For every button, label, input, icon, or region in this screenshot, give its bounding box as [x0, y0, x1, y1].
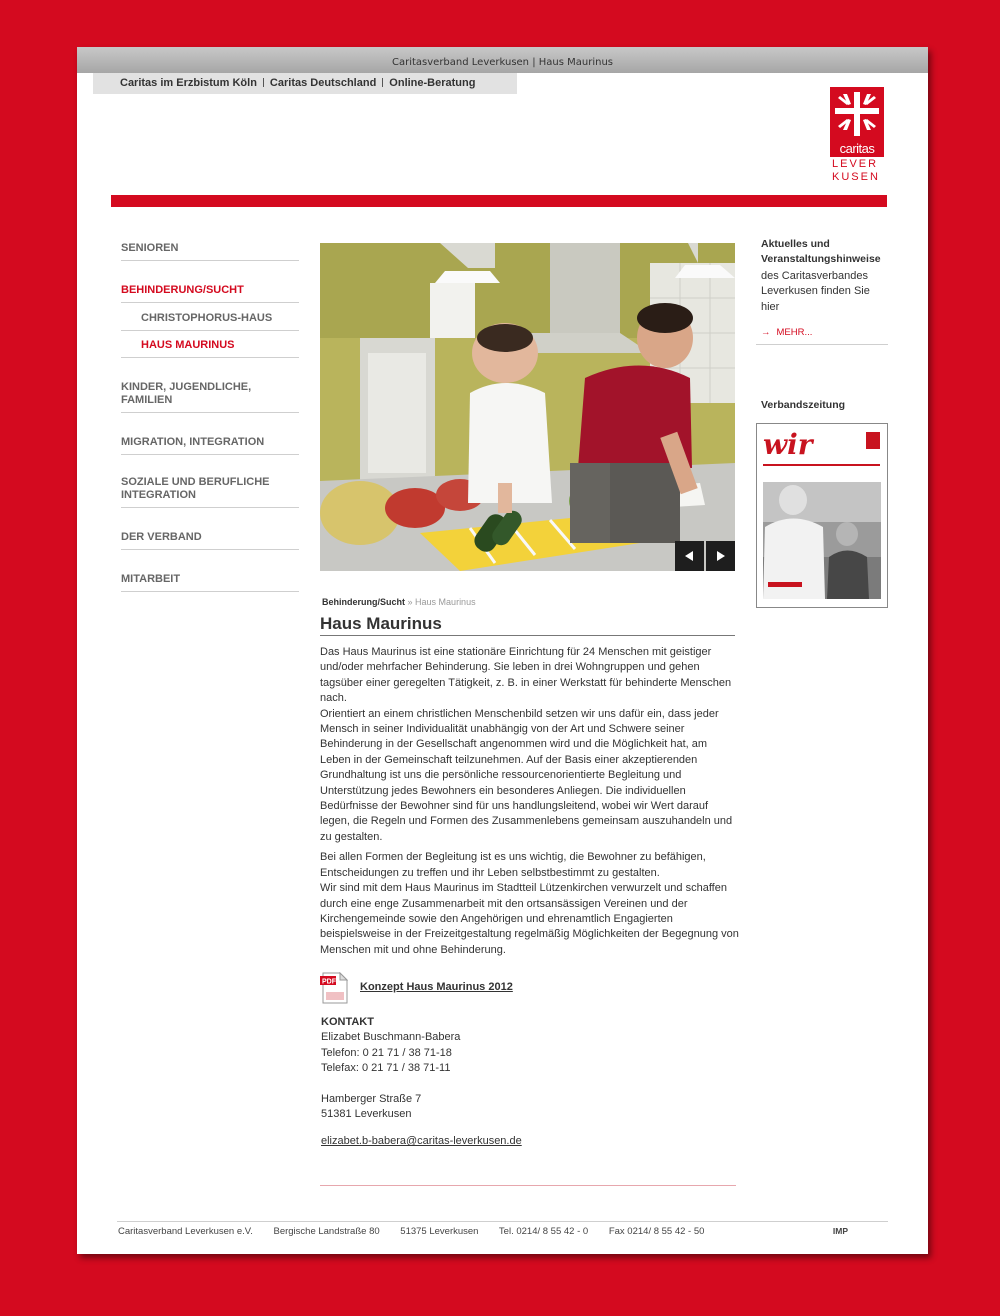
nav-item-christophorus-haus[interactable]: CHRISTOPHORUS-HAUS: [121, 303, 299, 331]
pdf-badge-text: PDF: [322, 978, 336, 986]
footer-city: 51375 Leverkusen: [400, 1226, 479, 1237]
caritas-logo-mark: [830, 87, 884, 157]
breadcrumb-current: Haus Maurinus: [415, 597, 476, 607]
triangle-left-icon: [675, 541, 704, 571]
footer: [118, 1226, 888, 1237]
breadcrumb-link-behinderung-sucht[interactable]: Behinderung/Sucht: [322, 597, 405, 607]
topnav-link-caritas-koeln[interactable]: Caritas im Erzbistum Köln: [120, 77, 257, 89]
footer-fax: Fax 0214/ 8 55 42 - 50: [608, 1226, 705, 1237]
article-paragraph-1: Das Haus Maurinus ist eine stationäre Einrichtung für 24 Menschen mit geistiger und/oder mehrfacher Behinderung. Sie leben in drei Wohngruppen und gehen tagsüber einer geregelten Tätigkeit, z. B. in einer Werkstatt für behinderte Menschen nach. Orientiert an einem christlichen Menschenbild setzen wir uns dafür ein, dass jeder Mensch in seiner Individualität unabhängig von der Art und Schwere seiner Behinderung in der Gesellschaft angenommen wird und die Möglichkeit hat, am Leben in der Gemeinschaft teilzunehmen. Auf der Basis einer akzeptierenden Grundhaltung ist uns die persönliche ressourcenorientierte Begleitung und Unterstützung jedes Bewohners ein besonderes Anliegen. Die individuellen Bedürfnisse der Bewohner sind für uns handlungsleitend, wobei wir Wert darauf legen, die Regeln und Formen des Zusammenlebens gemeinsam auszuhandeln und zu gestalten.: [320, 646, 733, 843]
image-slider: [320, 243, 735, 571]
window-title-bar: [77, 47, 928, 73]
nav-item-senioren[interactable]: SENIOREN: [121, 237, 299, 261]
slider-next-button[interactable]: [706, 541, 735, 571]
pdf-file-icon: [320, 972, 348, 1004]
contact-city: 51381 Leverkusen: [321, 1108, 412, 1121]
footer-phone: Tel. 0214/ 8 55 42 - 0: [498, 1226, 589, 1237]
topnav-link-caritas-deutschland[interactable]: Caritas Deutschland: [269, 77, 377, 89]
kitchen-photo: [320, 243, 735, 571]
arrow-right-icon: →: [761, 327, 771, 339]
slider-controls: [675, 541, 735, 571]
magazine-logo-icon: [866, 432, 880, 449]
nav-item-kinder-jugendliche-familien[interactable]: KINDER, JUGENDLICHE, FAMILIEN: [121, 376, 299, 413]
footer-street: Bergische Landstraße 80: [273, 1226, 380, 1237]
footer-imprint-link[interactable]: IMP: [832, 1226, 848, 1236]
contact-spacer: [321, 1077, 522, 1092]
content-divider: [320, 1185, 736, 1186]
contact-fax: Telefax: 0 21 71 / 38 71-11: [321, 1062, 451, 1075]
page-container: [77, 47, 928, 1254]
magazine-title: Verbandszeitung: [761, 399, 846, 411]
nav-item-migration-integration[interactable]: MIGRATION, INTEGRATION: [121, 431, 299, 455]
sidebar-navigation: [121, 237, 299, 592]
topnav-link-online-beratung[interactable]: Online-Beratung: [389, 77, 476, 89]
nav-item-der-verband[interactable]: DER VERBAND: [121, 526, 299, 550]
slider-prev-button[interactable]: [675, 541, 704, 571]
news-text: des Caritasverbandes Leverkusen finden Sie hier: [761, 269, 870, 313]
contact-name: Elizabet Buschmann-Babera: [321, 1031, 461, 1044]
footer-divider: [117, 1221, 888, 1222]
caritas-logo-word: caritas: [839, 141, 875, 156]
magazine-rule: [763, 464, 880, 466]
breadcrumb-separator: »: [407, 597, 413, 607]
logo-city-line-1: LEVER: [832, 158, 879, 170]
magazine-cover[interactable]: [756, 423, 888, 608]
pdf-download-link[interactable]: Konzept Haus Maurinus 2012: [360, 981, 513, 993]
nav-item-mitarbeit[interactable]: MITARBEIT: [121, 568, 299, 592]
news-more-link[interactable]: [756, 323, 888, 345]
topnav-separator: [263, 78, 264, 87]
caritas-logo[interactable]: [830, 87, 884, 187]
nav-item-behinderung-sucht[interactable]: BEHINDERUNG/SUCHT: [121, 279, 299, 303]
news-title: Aktuelles und Veranstaltungshinweise: [761, 238, 881, 266]
news-more-label: MEHR...: [776, 327, 813, 339]
window-title: Caritasverband Leverkusen | Haus Maurinus: [391, 57, 613, 68]
nav-item-soziale-berufliche-integration[interactable]: SOZIALE UND BERUFLICHE INTEGRATION: [121, 471, 299, 508]
topnav-separator: [382, 78, 383, 87]
top-navigation: [93, 73, 517, 94]
contact-heading: KONTAKT: [321, 1016, 374, 1028]
contact-email-link[interactable]: elizabet.b-babera@caritas-leverkusen.de: [321, 1135, 522, 1148]
contact-phone: Telefon: 0 21 71 / 38 71-18: [321, 1046, 452, 1059]
magazine-photo-image: [763, 482, 881, 599]
contact-street: Hamberger Straße 7: [321, 1092, 422, 1105]
nav-item-haus-maurinus[interactable]: HAUS MAURINUS: [121, 331, 299, 358]
triangle-right-icon: [706, 541, 735, 571]
article-paragraph-2: Bei allen Formen der Begleitung ist es uns wichtig, die Bewohner zu befähigen, Entscheidungen zu treffen und ihr Leben selbstbestimmt zu gestalten. Wir sind mit dem Haus Maurinus im Stadtteil Lützenkirchen verwurzelt und schaffen durch eine enge Zusammenarbeit mit den ortsansässigen Vereinen und der Kirchengemeinde sowie den Angehörigen und ehrenamtlich Engagierten beispielsweise in der Freizeitgestaltung regelmäßig Möglichkeiten der Begegnung von Menschen mit und ohne Behinderung.: [320, 851, 739, 956]
magazine-name: wir: [763, 428, 813, 461]
footer-org: Caritasverband Leverkusen e.V.: [118, 1226, 253, 1237]
logo-city-line-2: KUSEN: [832, 171, 880, 183]
contact-block: [321, 1015, 522, 1150]
article-body: [320, 645, 740, 963]
magazine-cover-photo: [763, 482, 881, 599]
news-teaser: [756, 237, 888, 345]
caritas-cross-icon: [835, 90, 879, 138]
breadcrumb: [322, 597, 476, 607]
header-red-bar: [111, 195, 887, 207]
page-title: Haus Maurinus: [320, 614, 735, 636]
